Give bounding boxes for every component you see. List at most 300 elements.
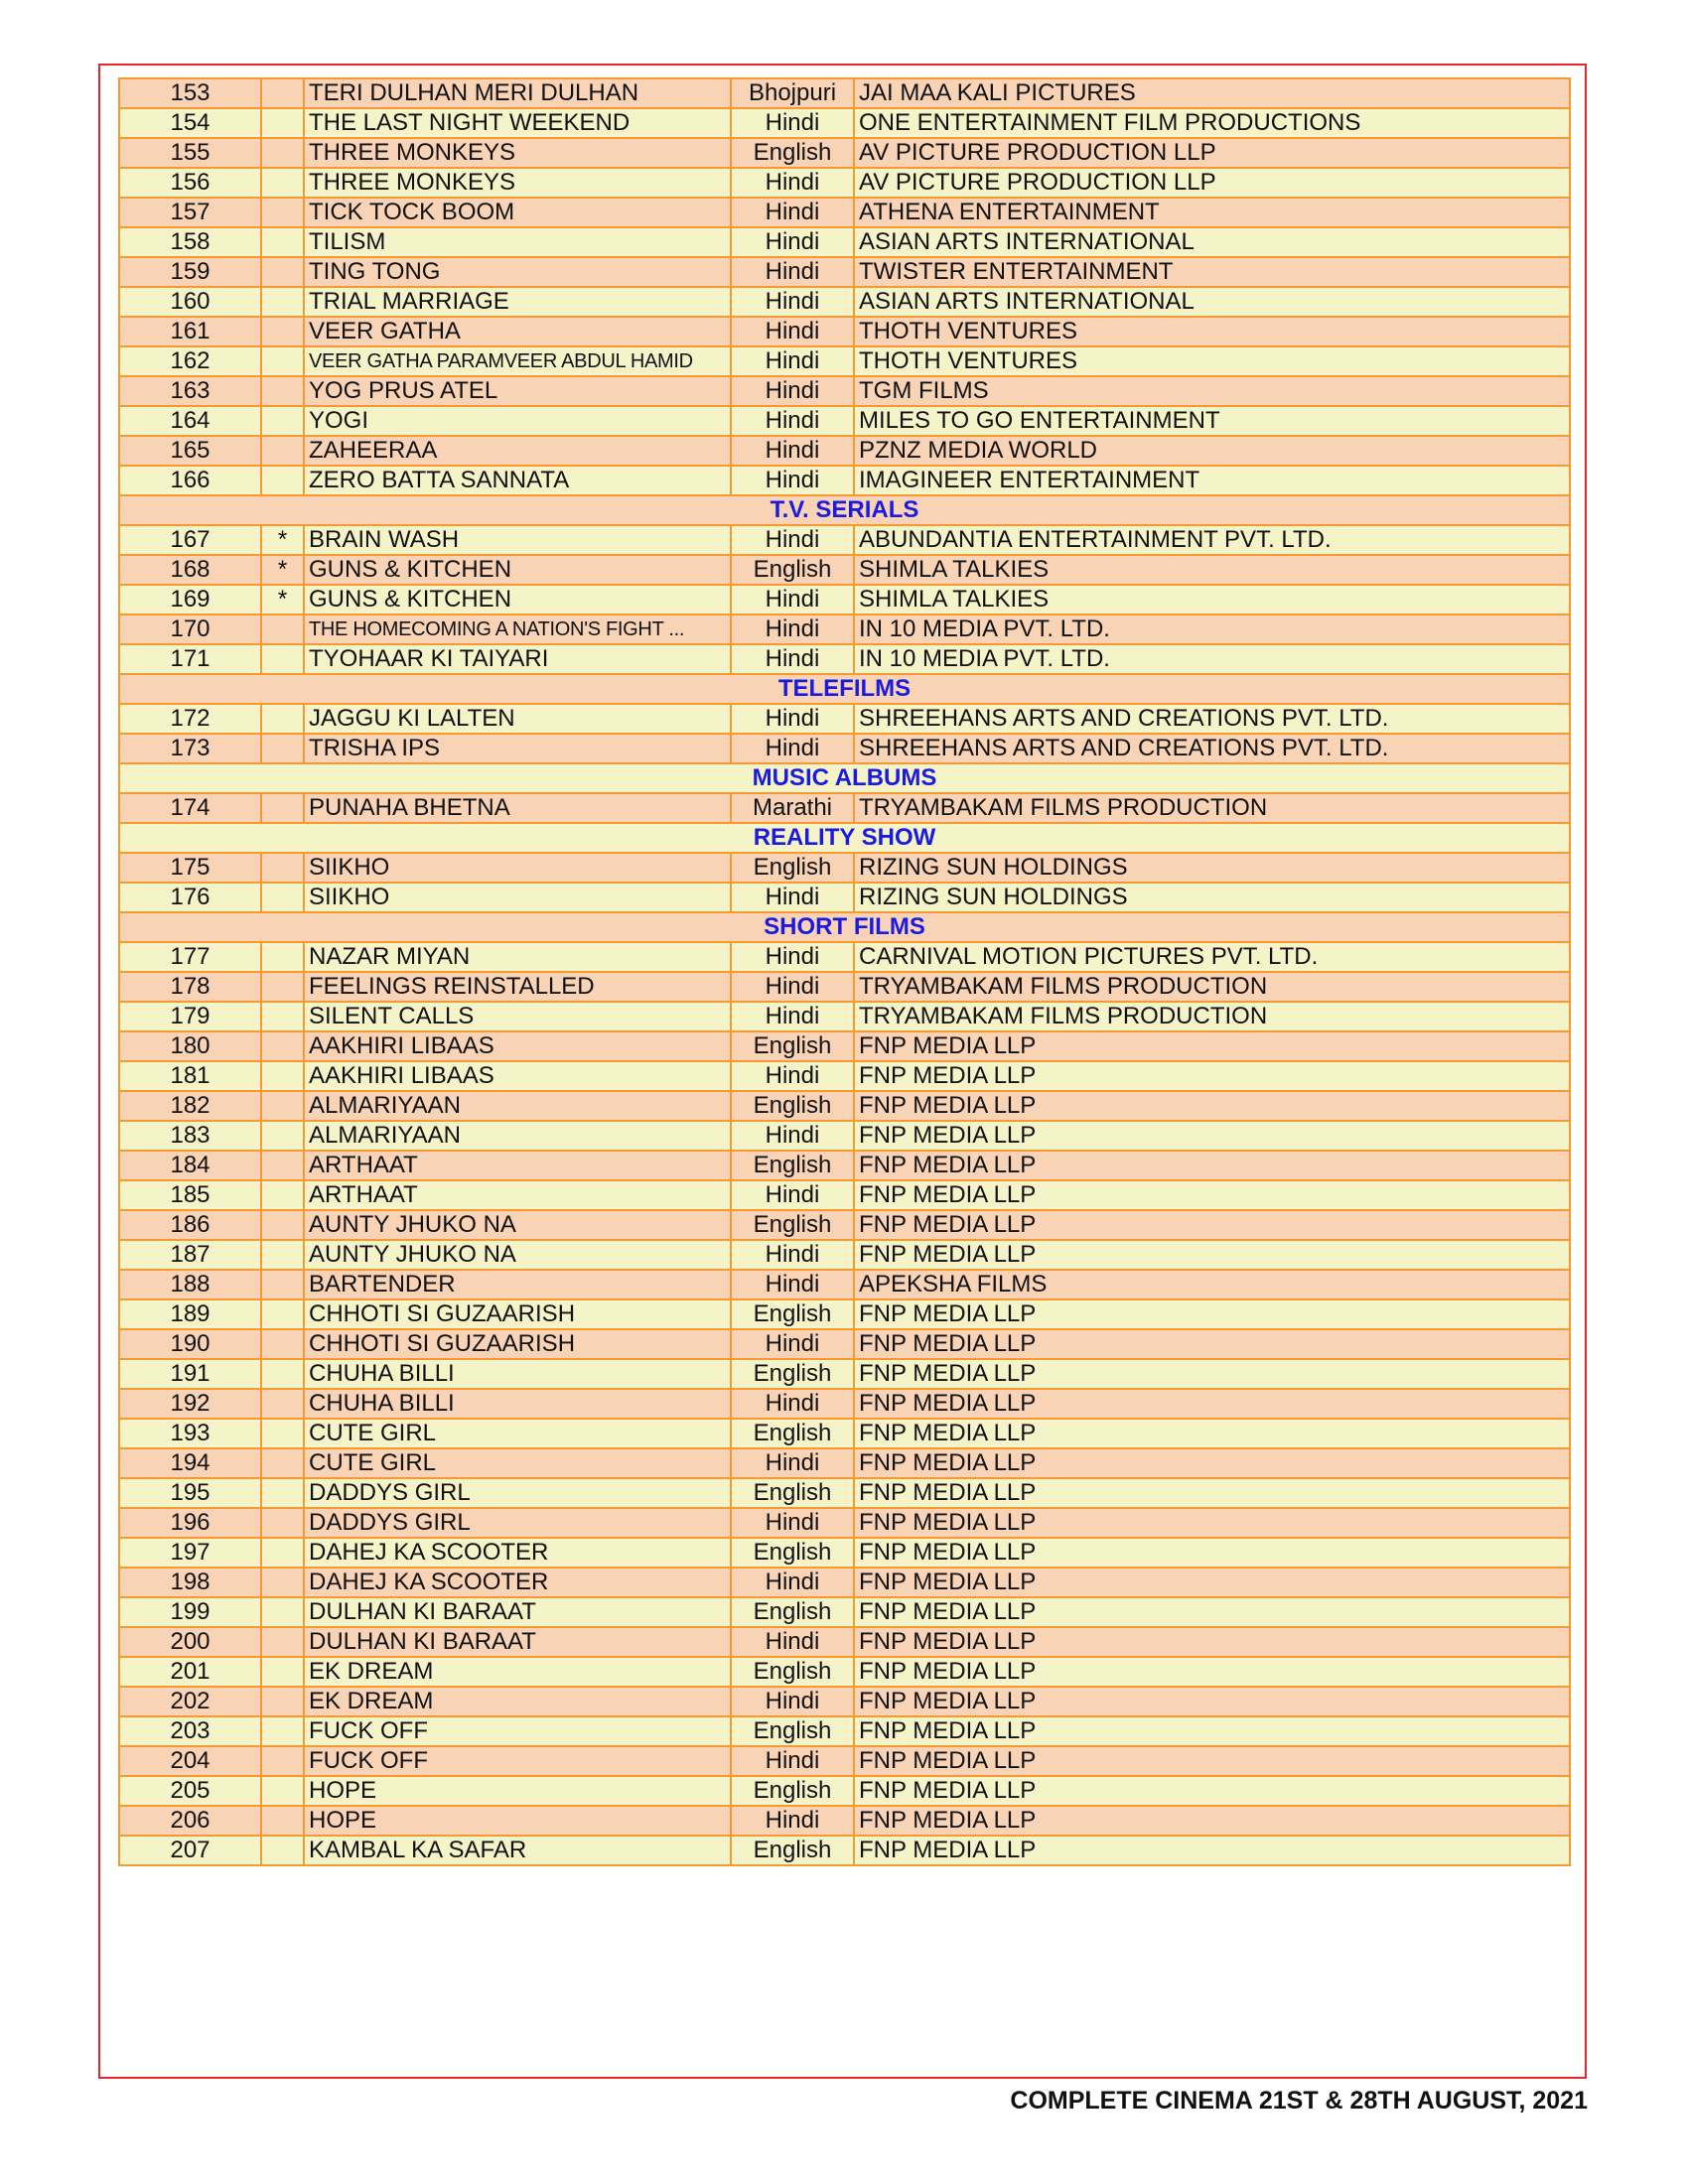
marker [261, 1419, 304, 1448]
table-row [119, 614, 1570, 644]
marker [261, 168, 304, 198]
producer-cell: FNP MEDIA LLP [854, 1151, 1570, 1180]
producer-cell: FNP MEDIA LLP [854, 1210, 1570, 1240]
table-row [119, 78, 1570, 108]
title-cell: YOG PRUS ATEL [304, 376, 731, 406]
certification-listing-table [118, 77, 1571, 1866]
language-cell: English [731, 1419, 854, 1448]
marker [261, 853, 304, 883]
serial-number: 200 [119, 1627, 261, 1657]
language-cell: English [731, 1776, 854, 1806]
serial-number: 198 [119, 1568, 261, 1597]
title-cell: SIIKHO [304, 853, 731, 883]
title-cell: ALMARIYAAN [304, 1091, 731, 1121]
language-cell: English [731, 1210, 854, 1240]
marker [261, 78, 304, 108]
title-cell: TICK TOCK BOOM [304, 198, 731, 227]
serial-number: 185 [119, 1180, 261, 1210]
table-row [119, 1419, 1570, 1448]
marker [261, 1329, 304, 1359]
serial-number: 176 [119, 883, 261, 912]
marker [261, 108, 304, 138]
language-cell: Hindi [731, 1270, 854, 1299]
listing-body [119, 78, 1570, 1865]
producer-cell: FNP MEDIA LLP [854, 1568, 1570, 1597]
table-row [119, 972, 1570, 1002]
title-cell: GUNS & KITCHEN [304, 555, 731, 585]
language-cell: English [731, 1478, 854, 1508]
table-row [119, 108, 1570, 138]
serial-number: 158 [119, 227, 261, 257]
language-cell: Hindi [731, 287, 854, 317]
producer-cell: THOTH VENTURES [854, 346, 1570, 376]
title-cell: DULHAN KI BARAAT [304, 1597, 731, 1627]
table-row [119, 346, 1570, 376]
table-row [119, 525, 1570, 555]
section-heading: REALITY SHOW [119, 823, 1570, 853]
language-cell: Hindi [731, 346, 854, 376]
producer-cell: FNP MEDIA LLP [854, 1419, 1570, 1448]
serial-number: 201 [119, 1657, 261, 1687]
producer-cell: AV PICTURE PRODUCTION LLP [854, 168, 1570, 198]
language-cell: English [731, 1031, 854, 1061]
table-row [119, 1091, 1570, 1121]
table-row [119, 1180, 1570, 1210]
marker [261, 1478, 304, 1508]
producer-cell: TRYAMBAKAM FILMS PRODUCTION [854, 1002, 1570, 1031]
table-row [119, 644, 1570, 674]
language-cell: Bhojpuri [731, 78, 854, 108]
marker [261, 883, 304, 912]
title-cell: HOPE [304, 1806, 731, 1836]
producer-cell: FNP MEDIA LLP [854, 1508, 1570, 1538]
table-row [119, 1836, 1570, 1865]
producer-cell: FNP MEDIA LLP [854, 1538, 1570, 1568]
table-row [119, 406, 1570, 436]
language-cell: English [731, 138, 854, 168]
serial-number: 199 [119, 1597, 261, 1627]
producer-cell: FNP MEDIA LLP [854, 1121, 1570, 1151]
marker [261, 1776, 304, 1806]
title-cell: THE HOMECOMING A NATION'S FIGHT ... [304, 614, 731, 644]
producer-cell: SHIMLA TALKIES [854, 585, 1570, 614]
marker [261, 1121, 304, 1151]
section-heading-row [119, 823, 1570, 853]
language-cell: Hindi [731, 942, 854, 972]
producer-cell: SHREEHANS ARTS AND CREATIONS PVT. LTD. [854, 704, 1570, 734]
table-row [119, 1389, 1570, 1419]
producer-cell: TRYAMBAKAM FILMS PRODUCTION [854, 972, 1570, 1002]
language-cell: English [731, 1091, 854, 1121]
producer-cell: FNP MEDIA LLP [854, 1329, 1570, 1359]
language-cell: Hindi [731, 1240, 854, 1270]
producer-cell: FNP MEDIA LLP [854, 1746, 1570, 1776]
marker [261, 1031, 304, 1061]
table-row [119, 1508, 1570, 1538]
title-cell: VEER GATHA [304, 317, 731, 346]
marker [261, 436, 304, 466]
producer-cell: FNP MEDIA LLP [854, 1657, 1570, 1687]
marker [261, 734, 304, 763]
producer-cell: FNP MEDIA LLP [854, 1389, 1570, 1419]
serial-number: 187 [119, 1240, 261, 1270]
language-cell: Hindi [731, 406, 854, 436]
title-cell: BRAIN WASH [304, 525, 731, 555]
producer-cell: FNP MEDIA LLP [854, 1776, 1570, 1806]
language-cell: English [731, 1151, 854, 1180]
table-row [119, 942, 1570, 972]
table-row [119, 198, 1570, 227]
marker [261, 317, 304, 346]
table-row [119, 1806, 1570, 1836]
title-cell: DULHAN KI BARAAT [304, 1627, 731, 1657]
table-row [119, 853, 1570, 883]
language-cell: Hindi [731, 614, 854, 644]
language-cell: Hindi [731, 972, 854, 1002]
serial-number: 192 [119, 1389, 261, 1419]
table-row [119, 1299, 1570, 1329]
section-heading-row [119, 674, 1570, 704]
title-cell: CUTE GIRL [304, 1419, 731, 1448]
language-cell: Hindi [731, 1508, 854, 1538]
serial-number: 197 [119, 1538, 261, 1568]
table-row [119, 704, 1570, 734]
marker [261, 257, 304, 287]
marker [261, 614, 304, 644]
language-cell: Hindi [731, 436, 854, 466]
language-cell: English [731, 1538, 854, 1568]
marker [261, 1299, 304, 1329]
language-cell: Hindi [731, 1806, 854, 1836]
table-row [119, 1568, 1570, 1597]
table-row [119, 1657, 1570, 1687]
table-row [119, 376, 1570, 406]
marker [261, 1746, 304, 1776]
title-cell: AAKHIRI LIBAAS [304, 1061, 731, 1091]
producer-cell: FNP MEDIA LLP [854, 1240, 1570, 1270]
producer-cell: FNP MEDIA LLP [854, 1180, 1570, 1210]
table-row [119, 1716, 1570, 1746]
marker [261, 1627, 304, 1657]
producer-cell: FNP MEDIA LLP [854, 1597, 1570, 1627]
language-cell: Hindi [731, 257, 854, 287]
marker [261, 1270, 304, 1299]
producer-cell: FNP MEDIA LLP [854, 1716, 1570, 1746]
title-cell: FUCK OFF [304, 1716, 731, 1746]
serial-number: 171 [119, 644, 261, 674]
language-cell: English [731, 1299, 854, 1329]
title-cell: DADDYS GIRL [304, 1478, 731, 1508]
marker [261, 1538, 304, 1568]
marker [261, 346, 304, 376]
title-cell: AUNTY JHUKO NA [304, 1240, 731, 1270]
language-cell: English [731, 1716, 854, 1746]
table-row [119, 883, 1570, 912]
serial-number: 164 [119, 406, 261, 436]
marker: * [261, 555, 304, 585]
title-cell: ZAHEERAA [304, 436, 731, 466]
marker [261, 1002, 304, 1031]
language-cell: Marathi [731, 793, 854, 823]
marker [261, 1687, 304, 1716]
serial-number: 191 [119, 1359, 261, 1389]
producer-cell: FNP MEDIA LLP [854, 1091, 1570, 1121]
serial-number: 162 [119, 346, 261, 376]
producer-cell: RIZING SUN HOLDINGS [854, 853, 1570, 883]
title-cell: YOGI [304, 406, 731, 436]
producer-cell: TWISTER ENTERTAINMENT [854, 257, 1570, 287]
producer-cell: SHIMLA TALKIES [854, 555, 1570, 585]
title-cell: SILENT CALLS [304, 1002, 731, 1031]
table-row [119, 585, 1570, 614]
serial-number: 188 [119, 1270, 261, 1299]
serial-number: 203 [119, 1716, 261, 1746]
marker [261, 1091, 304, 1121]
table-row [119, 317, 1570, 346]
producer-cell: ABUNDANTIA ENTERTAINMENT PVT. LTD. [854, 525, 1570, 555]
producer-cell: FNP MEDIA LLP [854, 1299, 1570, 1329]
producer-cell: TRYAMBAKAM FILMS PRODUCTION [854, 793, 1570, 823]
title-cell: SIIKHO [304, 883, 731, 912]
serial-number: 157 [119, 198, 261, 227]
table-row [119, 1448, 1570, 1478]
marker [261, 972, 304, 1002]
title-cell: HOPE [304, 1776, 731, 1806]
producer-cell: SHREEHANS ARTS AND CREATIONS PVT. LTD. [854, 734, 1570, 763]
language-cell: Hindi [731, 317, 854, 346]
marker [261, 1240, 304, 1270]
producer-cell: ASIAN ARTS INTERNATIONAL [854, 287, 1570, 317]
language-cell: Hindi [731, 1448, 854, 1478]
title-cell: VEER GATHA PARAMVEER ABDUL HAMID [304, 346, 731, 376]
title-cell: TING TONG [304, 257, 731, 287]
table-row [119, 168, 1570, 198]
serial-number: 195 [119, 1478, 261, 1508]
serial-number: 172 [119, 704, 261, 734]
serial-number: 207 [119, 1836, 261, 1865]
producer-cell: ATHENA ENTERTAINMENT [854, 198, 1570, 227]
language-cell: Hindi [731, 1568, 854, 1597]
serial-number: 206 [119, 1806, 261, 1836]
language-cell: Hindi [731, 168, 854, 198]
producer-cell: TGM FILMS [854, 376, 1570, 406]
title-cell: KAMBAL KA SAFAR [304, 1836, 731, 1865]
table-row [119, 257, 1570, 287]
title-cell: TRISHA IPS [304, 734, 731, 763]
marker [261, 1061, 304, 1091]
table-row [119, 1359, 1570, 1389]
serial-number: 180 [119, 1031, 261, 1061]
serial-number: 189 [119, 1299, 261, 1329]
table-row [119, 1121, 1570, 1151]
serial-number: 156 [119, 168, 261, 198]
title-cell: FEELINGS REINSTALLED [304, 972, 731, 1002]
title-cell: TYOHAAR KI TAIYARI [304, 644, 731, 674]
table-row [119, 436, 1570, 466]
serial-number: 190 [119, 1329, 261, 1359]
section-heading: T.V. SERIALS [119, 495, 1570, 525]
table-row [119, 138, 1570, 168]
serial-number: 178 [119, 972, 261, 1002]
title-cell: CHUHA BILLI [304, 1359, 731, 1389]
serial-number: 153 [119, 78, 261, 108]
marker [261, 1716, 304, 1746]
table-row [119, 1687, 1570, 1716]
section-heading-row [119, 763, 1570, 793]
serial-number: 168 [119, 555, 261, 585]
marker [261, 644, 304, 674]
table-row [119, 287, 1570, 317]
marker [261, 466, 304, 495]
producer-cell: APEKSHA FILMS [854, 1270, 1570, 1299]
table-row [119, 1002, 1570, 1031]
section-heading: TELEFILMS [119, 674, 1570, 704]
serial-number: 169 [119, 585, 261, 614]
language-cell: Hindi [731, 466, 854, 495]
language-cell: Hindi [731, 1687, 854, 1716]
marker [261, 1836, 304, 1865]
producer-cell: MILES TO GO ENTERTAINMENT [854, 406, 1570, 436]
language-cell: Hindi [731, 1389, 854, 1419]
title-cell: CUTE GIRL [304, 1448, 731, 1478]
marker [261, 227, 304, 257]
section-heading-row [119, 495, 1570, 525]
language-cell: Hindi [731, 1746, 854, 1776]
table-row [119, 1478, 1570, 1508]
language-cell: Hindi [731, 883, 854, 912]
title-cell: CHUHA BILLI [304, 1389, 731, 1419]
marker [261, 1210, 304, 1240]
marker [261, 1806, 304, 1836]
title-cell: CHHOTI SI GUZAARISH [304, 1299, 731, 1329]
title-cell: EK DREAM [304, 1657, 731, 1687]
marker [261, 1657, 304, 1687]
table-row [119, 1240, 1570, 1270]
table-row [119, 1329, 1570, 1359]
title-cell: BARTENDER [304, 1270, 731, 1299]
marker [261, 1597, 304, 1627]
serial-number: 154 [119, 108, 261, 138]
producer-cell: FNP MEDIA LLP [854, 1687, 1570, 1716]
table-row [119, 1627, 1570, 1657]
table-row [119, 1210, 1570, 1240]
serial-number: 193 [119, 1419, 261, 1448]
table-row [119, 466, 1570, 495]
language-cell: Hindi [731, 376, 854, 406]
title-cell: CHHOTI SI GUZAARISH [304, 1329, 731, 1359]
title-cell: AAKHIRI LIBAAS [304, 1031, 731, 1061]
table-row [119, 1776, 1570, 1806]
title-cell: THE LAST NIGHT WEEKEND [304, 108, 731, 138]
language-cell: Hindi [731, 1627, 854, 1657]
table-row [119, 734, 1570, 763]
section-heading: SHORT FILMS [119, 912, 1570, 942]
title-cell: TRIAL MARRIAGE [304, 287, 731, 317]
table-row [119, 227, 1570, 257]
producer-cell: FNP MEDIA LLP [854, 1448, 1570, 1478]
title-cell: ALMARIYAAN [304, 1121, 731, 1151]
title-cell: JAGGU KI LALTEN [304, 704, 731, 734]
serial-number: 194 [119, 1448, 261, 1478]
serial-number: 163 [119, 376, 261, 406]
marker [261, 1359, 304, 1389]
marker: * [261, 585, 304, 614]
serial-number: 159 [119, 257, 261, 287]
marker: * [261, 525, 304, 555]
language-cell: Hindi [731, 1061, 854, 1091]
serial-number: 184 [119, 1151, 261, 1180]
producer-cell: PZNZ MEDIA WORLD [854, 436, 1570, 466]
serial-number: 161 [119, 317, 261, 346]
title-cell: FUCK OFF [304, 1746, 731, 1776]
serial-number: 175 [119, 853, 261, 883]
serial-number: 174 [119, 793, 261, 823]
title-cell: DAHEJ KA SCOOTER [304, 1538, 731, 1568]
table-row [119, 1597, 1570, 1627]
table-row [119, 1031, 1570, 1061]
producer-cell: JAI MAA KALI PICTURES [854, 78, 1570, 108]
producer-cell: AV PICTURE PRODUCTION LLP [854, 138, 1570, 168]
title-cell: DADDYS GIRL [304, 1508, 731, 1538]
producer-cell: FNP MEDIA LLP [854, 1836, 1570, 1865]
language-cell: Hindi [731, 734, 854, 763]
marker [261, 287, 304, 317]
table-row [119, 793, 1570, 823]
producer-cell: FNP MEDIA LLP [854, 1031, 1570, 1061]
producer-cell: FNP MEDIA LLP [854, 1061, 1570, 1091]
serial-number: 179 [119, 1002, 261, 1031]
language-cell: Hindi [731, 1121, 854, 1151]
producer-cell: FNP MEDIA LLP [854, 1806, 1570, 1836]
language-cell: Hindi [731, 704, 854, 734]
title-cell: EK DREAM [304, 1687, 731, 1716]
language-cell: Hindi [731, 227, 854, 257]
serial-number: 181 [119, 1061, 261, 1091]
title-cell: PUNAHA BHETNA [304, 793, 731, 823]
title-cell: TERI DULHAN MERI DULHAN [304, 78, 731, 108]
language-cell: English [731, 1359, 854, 1389]
title-cell: ZERO BATTA SANNATA [304, 466, 731, 495]
marker [261, 1180, 304, 1210]
serial-number: 182 [119, 1091, 261, 1121]
serial-number: 186 [119, 1210, 261, 1240]
language-cell: English [731, 1657, 854, 1687]
table-row [119, 1270, 1570, 1299]
language-cell: Hindi [731, 644, 854, 674]
title-cell: DAHEJ KA SCOOTER [304, 1568, 731, 1597]
table-row [119, 1746, 1570, 1776]
serial-number: 167 [119, 525, 261, 555]
marker [261, 198, 304, 227]
language-cell: Hindi [731, 585, 854, 614]
marker [261, 942, 304, 972]
title-cell: ARTHAAT [304, 1151, 731, 1180]
title-cell: AUNTY JHUKO NA [304, 1210, 731, 1240]
title-cell: GUNS & KITCHEN [304, 585, 731, 614]
producer-cell: FNP MEDIA LLP [854, 1359, 1570, 1389]
producer-cell: ONE ENTERTAINMENT FILM PRODUCTIONS [854, 108, 1570, 138]
language-cell: Hindi [731, 198, 854, 227]
language-cell: English [731, 555, 854, 585]
serial-number: 202 [119, 1687, 261, 1716]
marker [261, 793, 304, 823]
title-cell: NAZAR MIYAN [304, 942, 731, 972]
language-cell: Hindi [731, 108, 854, 138]
title-cell: ARTHAAT [304, 1180, 731, 1210]
title-cell: TILISM [304, 227, 731, 257]
marker [261, 1508, 304, 1538]
language-cell: English [731, 1597, 854, 1627]
